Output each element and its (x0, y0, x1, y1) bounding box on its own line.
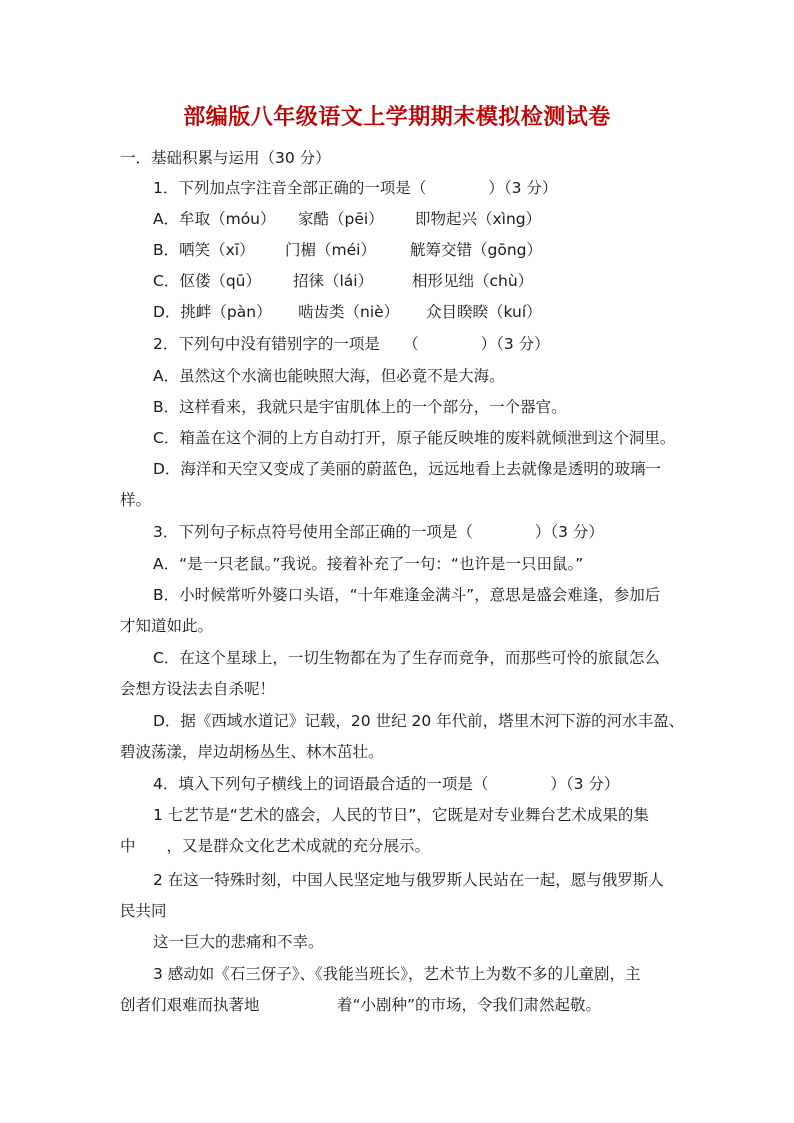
question-4-stem: 4．填入下列句子横线上的词语最合适的一项是（ ）（3 分） (153, 775, 620, 793)
question-3-option-d: D．据《西域水道记》记载，20 世纪 20 年代前，塔里木河下游的河水丰盈、 (153, 712, 685, 730)
question-4-sentence-2-cont-2: 这一巨大的悲痛和不幸。 (153, 933, 324, 951)
exam-title: 部编版八年级语文上学期期末模拟检测试卷 (183, 104, 611, 130)
option-d-item-3: 众目睽睽（kuí） (426, 303, 542, 321)
question-3-option-b: B．小时候常听外婆口头语，“十年难逢金满斗”，意思是盛会难逢，参加后 (153, 586, 661, 604)
question-2-option-c: C．箱盖在这个洞的上方自动打开，原子能反映堆的废料就倾泄到这个洞里。 (153, 429, 676, 447)
question-3-option-d-cont: 碧波荡漾，岸边胡杨丛生、林木茁壮。 (120, 743, 384, 761)
option-c-item-3: 相形见绌（chù） (412, 272, 534, 290)
option-b-item-2: 门楣（méi） (285, 241, 376, 259)
question-3-option-a: A．“是一只老鼠。”我说。接着补充了一句：“也许是一只田鼠。” (153, 555, 584, 573)
question-2-option-b: B．这样看来，我就只是宇宙肌体上的一个部分，一个器官。 (153, 398, 567, 416)
option-c-item-1: C．伛偻（qū） (153, 272, 261, 290)
question-4-sentence-1: 1 七艺节是“艺术的盛会，人民的节日”，它既是对专业舞台艺术成果的集 (153, 806, 649, 824)
question-4-sentence-3: 3 感动如《石三伢子》、《我能当班长》，艺术节上为数不多的儿童剧，主 (153, 965, 641, 983)
question-3-stem: 3．下列句子标点符号使用全部正确的一项是（ ）（3 分） (153, 523, 604, 541)
question-2-option-d-cont: 样。 (120, 491, 152, 509)
question-2-option-a: A．虽然这个水滴也能映照大海，但必竟不是大海。 (153, 367, 505, 385)
question-4-sentence-1-cont: 中 ，又是群众文化艺术成就的充分展示。 (120, 837, 431, 855)
option-c-item-2: 招徕（lái） (293, 272, 374, 290)
option-a-item-3: 即物起兴（xìng） (415, 210, 542, 228)
question-3-option-c: C．在这个星球上，一切生物都在为了生存而竞争，而那些可怜的旅鼠怎么 (153, 649, 660, 667)
option-a-item-1: A．牟取（móu） (153, 210, 276, 228)
question-3-option-b-cont: 才知道如此。 (120, 617, 214, 635)
question-3-option-c-cont: 会想方设法去自杀呢！ (120, 680, 276, 698)
option-b-item-1: B．哂笑（xī） (153, 241, 255, 259)
section-heading: 一．基础积累与运用（30 分） (120, 149, 331, 167)
question-4-sentence-3-cont: 创者们艰难而执著地 着“小剧种”的市场，令我们肃然起敬。 (120, 996, 602, 1014)
question-4-sentence-2-cont: 民共同 (120, 902, 167, 920)
option-a-item-2: 家酷（pēi） (298, 210, 384, 228)
option-b-item-3: 觥筹交错（gōng） (410, 241, 542, 259)
question-1-stem: 1．下列加点字注音全部正确的一项是（ ）（3 分） (153, 179, 558, 197)
question-2-option-d: D．海洋和天空又变成了美丽的蔚蓝色，远远地看上去就像是透明的玻璃一 (153, 460, 661, 478)
option-d-item-1: D．挑衅（pàn） (153, 303, 272, 321)
question-4-sentence-2: 2 在这一特殊时刻，中国人民坚定地与俄罗斯人民站在一起，愿与俄罗斯人 (153, 871, 664, 889)
option-d-item-2: 啮齿类（niè） (298, 303, 400, 321)
question-2-stem: 2．下列句中没有错别字的一项是 （ ）（3 分） (153, 335, 550, 353)
